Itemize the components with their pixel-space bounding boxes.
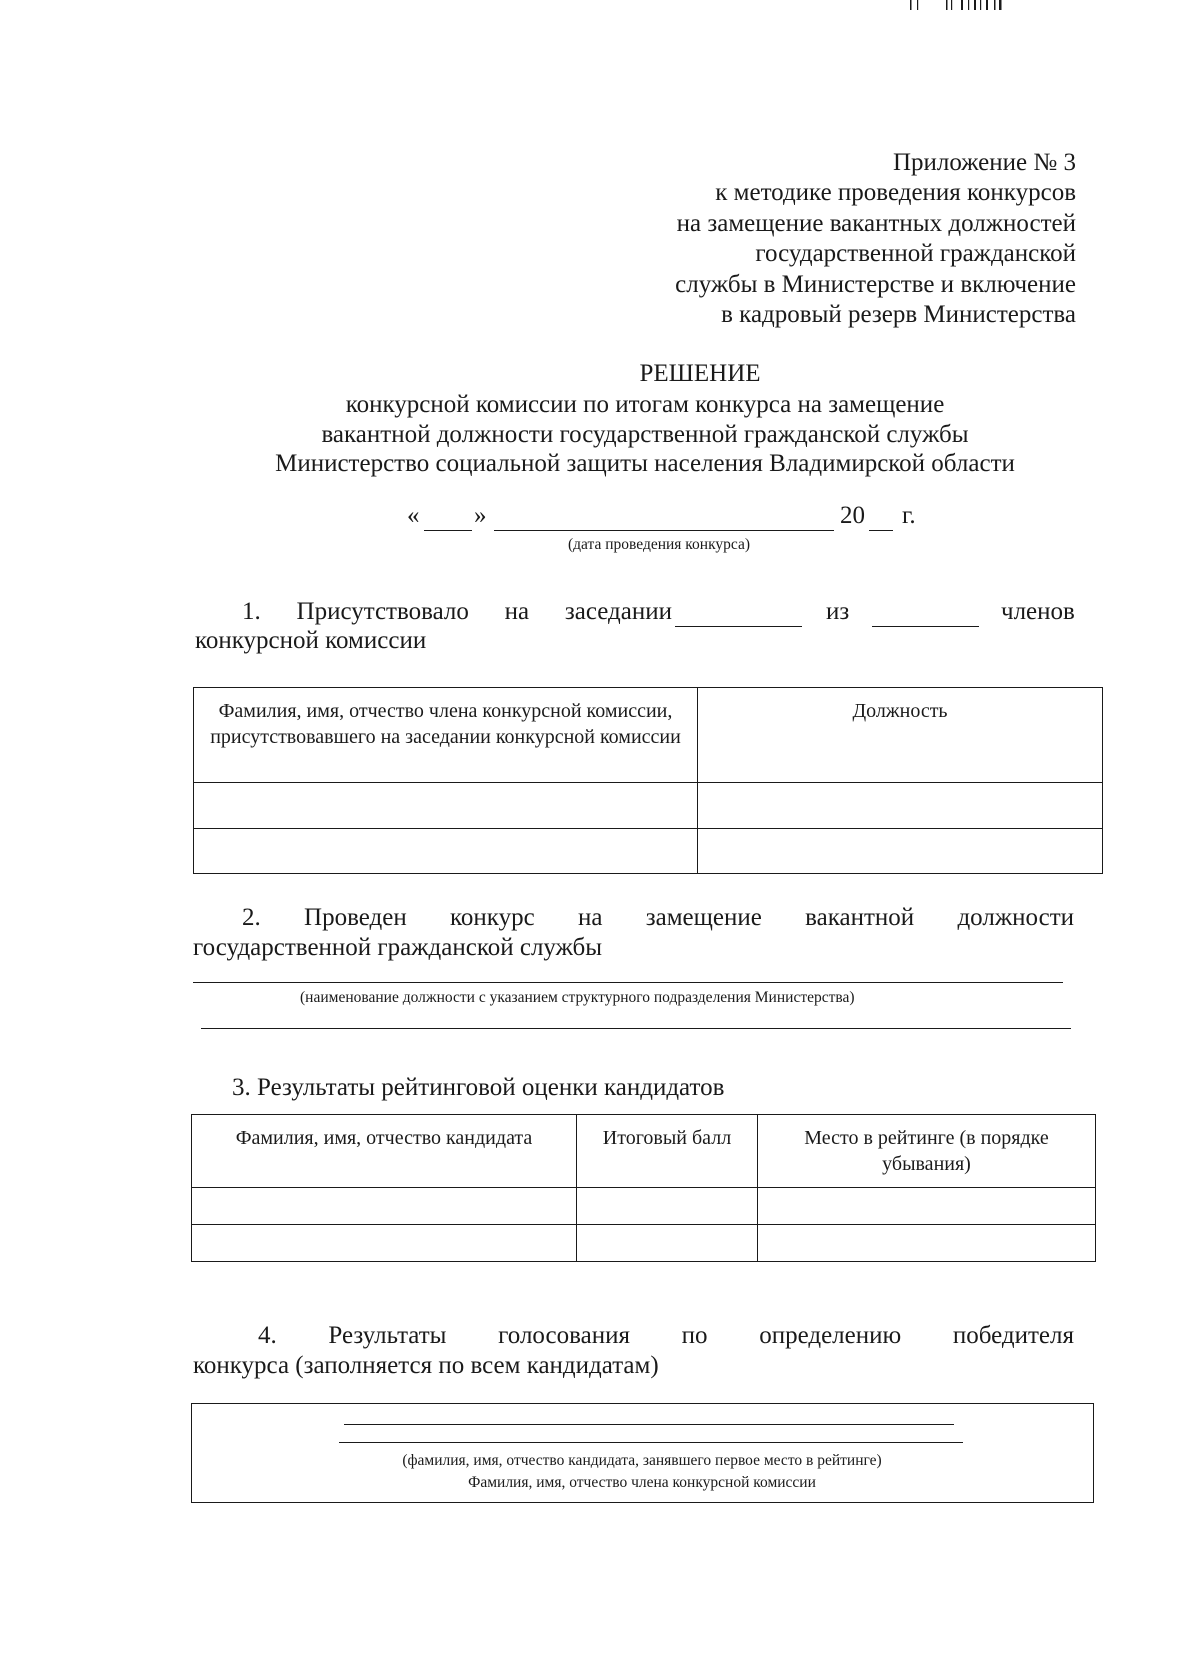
table-cell[interactable]: [698, 829, 1103, 874]
table-header-cell: Итоговый балл: [577, 1115, 758, 1188]
table-cell[interactable]: [194, 783, 698, 829]
present-count-field[interactable]: [675, 626, 802, 627]
section1-word: на: [504, 598, 530, 625]
total-count-field[interactable]: [872, 626, 979, 627]
section2-word: на: [577, 904, 603, 931]
subtitle-line: вакантной должности государственной гражданской службы: [321, 420, 969, 448]
section4-word: 4.: [258, 1322, 277, 1349]
section2-line2: государственной гражданской службы: [193, 934, 603, 961]
section3-heading: 3. Результаты рейтинговой оценки кандидатов: [232, 1074, 725, 1101]
table-cell[interactable]: [758, 1188, 1096, 1225]
table-cell[interactable]: [577, 1188, 758, 1225]
winner-name-field[interactable]: [344, 1424, 954, 1425]
date-year-prefix: 20: [840, 502, 865, 529]
section1-line2: конкурсной комиссии: [195, 627, 427, 654]
date-day-field[interactable]: [424, 530, 472, 531]
winner-caption: (фамилия, имя, отчество кандидата, занявшего первое место в рейтинге): [402, 1452, 882, 1469]
section4-word: определению: [759, 1322, 902, 1349]
appendix-line: государственной гражданской: [755, 240, 1076, 268]
appendix-line: на замещение вакантных должностей: [676, 209, 1076, 237]
table-cell[interactable]: [698, 783, 1103, 829]
section2-word: вакантной: [805, 904, 915, 931]
table-header-cell: Фамилия, имя, отчество члена конкурсной комиссии, присутствовавшего на заседании конкурсной комиссии: [194, 688, 698, 783]
appendix-line: службы в Министерстве и включение: [675, 270, 1076, 298]
table-header-cell: Фамилия, имя, отчество кандидата: [192, 1115, 577, 1188]
position-name-field[interactable]: [193, 982, 1063, 983]
table-header-row: [192, 1115, 1096, 1188]
date-year-field[interactable]: [869, 530, 893, 531]
section1-line1: [242, 598, 672, 626]
table-header-cell: Место в рейтинге (в порядке убывания): [758, 1115, 1096, 1188]
document-subtitle: [0, 390, 1200, 479]
section2-word: Проведен: [304, 904, 407, 931]
position-caption: (наименование должности с указанием структурного подразделения Министерства): [300, 989, 855, 1006]
winner-name-field-2[interactable]: [339, 1442, 963, 1443]
section1-of: из: [826, 598, 850, 625]
voting-results-box: [191, 1403, 1094, 1503]
section4-word: Результаты: [328, 1322, 447, 1349]
barcode-mark: [910, 0, 1006, 10]
table-cell[interactable]: [192, 1225, 577, 1262]
date-year-suffix: г.: [902, 502, 916, 529]
section4-line1: [258, 1322, 1074, 1350]
table-cell[interactable]: [758, 1225, 1096, 1262]
subtitle-line: Министерство социальной защиты населения Владимирской области: [275, 450, 1015, 477]
position-name-field-2[interactable]: [201, 1028, 1071, 1029]
section4-word: по: [681, 1322, 708, 1349]
commission-members-table: [193, 687, 1103, 874]
section1-members: членов: [1001, 598, 1075, 625]
table-row: [192, 1225, 1096, 1262]
table-cell[interactable]: [194, 829, 698, 874]
section2-word: замещение: [645, 904, 762, 931]
appendix-line: Приложение № 3: [892, 149, 1076, 176]
table-row: [192, 1188, 1096, 1225]
section1-word: 1.: [242, 598, 261, 625]
section2-word: конкурс: [450, 904, 535, 931]
appendix-line: в кадровый резерв Министерства: [721, 301, 1076, 329]
appendix-block: [556, 148, 1076, 330]
table-row: [194, 829, 1103, 874]
subtitle-line: конкурсной комиссии по итогам конкурса на замещение: [345, 391, 945, 418]
table-cell[interactable]: [192, 1188, 577, 1225]
appendix-line: к методике проведения конкурсов: [715, 179, 1076, 207]
member-caption: Фамилия, имя, отчество члена конкурсной комиссии: [468, 1474, 816, 1491]
section1-word: Присутствовало: [296, 598, 469, 625]
section2-line1: [242, 904, 1074, 932]
date-close-quote: »: [474, 502, 487, 529]
section4-line2: конкурса (заполняется по всем кандидатам): [193, 1352, 659, 1379]
section2-word: должности: [957, 904, 1074, 931]
table-cell[interactable]: [577, 1225, 758, 1262]
table-row: [194, 783, 1103, 829]
table-header-row: [194, 688, 1103, 783]
rating-table: [191, 1114, 1096, 1262]
date-open-quote: «: [407, 502, 420, 529]
document-title: РЕШЕНИЕ: [639, 360, 761, 387]
table-header-cell: Должность: [698, 688, 1103, 783]
section4-word: победителя: [952, 1322, 1074, 1349]
section4-word: голосования: [498, 1322, 630, 1349]
section1-word: заседании: [564, 598, 672, 625]
section2-word: 2.: [242, 904, 261, 931]
date-month-field[interactable]: [494, 530, 834, 531]
date-caption: (дата проведения конкурса): [568, 536, 751, 553]
